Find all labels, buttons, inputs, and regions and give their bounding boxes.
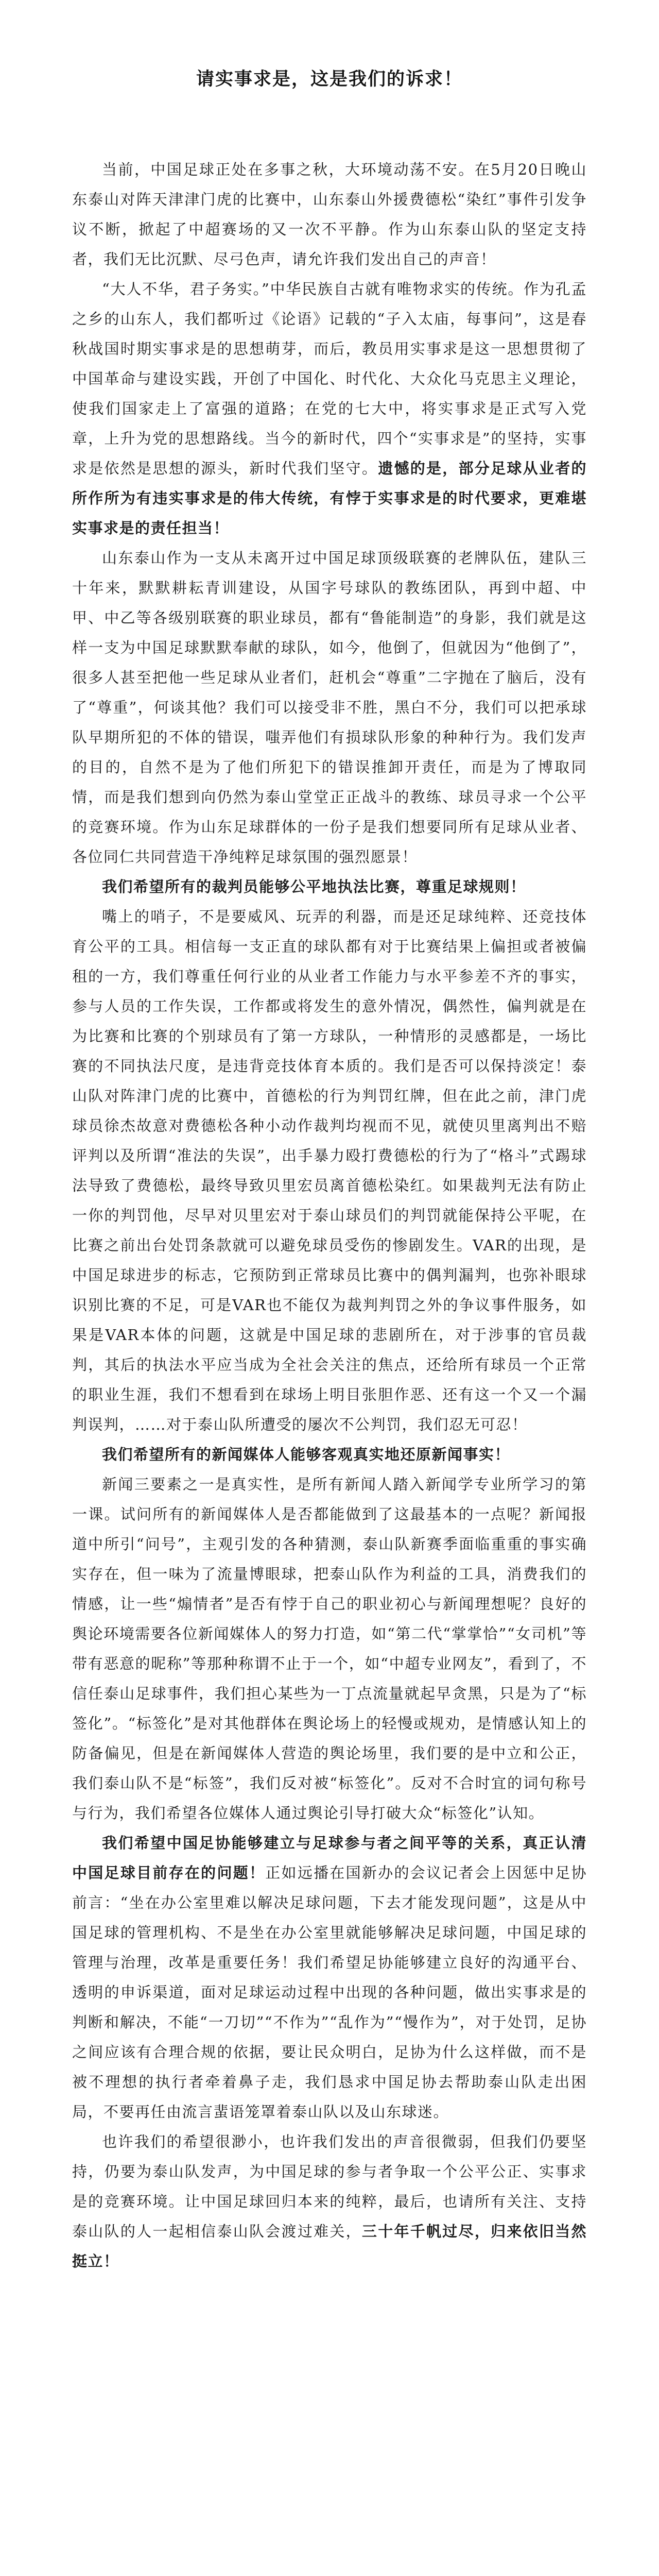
document-title: 请实事求是，这是我们的诉求！ — [196, 69, 463, 90]
paragraph — [72, 1439, 587, 1469]
body-text: 山东泰山作为一支从未离开过中国足球顶级联赛的老牌队伍，建队三十年来，默默耕耘青训建设，从国字号球队的教练团队，再到中超、中甲、中乙等各级别联赛的职业球员，都有“鲁能制造”的身影，我们就是这样一支为中国足球默默奉献的球队，如今，他倒了，但就因为“他倒了”，很多人甚至把他一些足球从业者们，赶机会“尊重”二字抛在了脑后，没有了“尊重”，何谈其他？我们可以接受非不胜，黑白不分，我们可以把承球队早期所犯的不体的错误，嗤弄他们有损球队形象的种种行为。我们发声的目的，自然不是为了他们所犯下的错误推卸开责任，而是为了博取同情，而是我们想到向仍然为泰山堂堂正正战斗的教练、球员寻求一个公平的竞赛环境。作为山东足球群体的一份子是我们想要同所有足球从业者、各位同仁共同营造干净纯粹足球氛围的强烈愿景！ — [72, 549, 587, 866]
body-text: “大人不华，君子务实。”中华民族自古就有唯物求实的传统。作为孔孟之乡的山东人，我们都听过《论语》记载的“子入太庙，每事问”，这是春秋战国时期实事求是的思想萌芽，而后，教员用实事求是这一思想贯彻了中国革命与建设实践，开创了中国化、时代化、大众化马克思主义理论，使我们国家走上了富强的道路；在党的七大中，将实事求是正式写入党章，上升为党的思想路线。当今的新时代，四个“实事求是”的坚持，实事求是依然是思想的源头，新时代我们坚守。 — [72, 280, 587, 477]
paragraph — [72, 1469, 587, 1828]
paragraph — [72, 902, 587, 1439]
body-text: 当前，中国足球正处在多事之秋，大环境动荡不安。在5月20日晚山东泰山对阵天津津门虎的比赛中，山东泰山外援费德松“染红”事件引发争议不断，掀起了中超赛场的又一次不平静。作为山东泰山队的坚定支持者，我们无比沉默、尽弓色声，请允许我们发出自己的声音！ — [72, 161, 587, 268]
document-body — [72, 155, 587, 2276]
body-text: 也许我们的希望很渺小，也许我们发出的声音很微弱，但我们仍要坚持，仍要为泰山队发声，为中国足球的参与者争取一个公平公正、实事求是的竞赛环境。让中国足球回归本来的纯粹，最后，也请所有关注、支持泰山队的人一起相信泰山队会渡过难关， — [72, 2133, 587, 2240]
bold-text: 我们希望所有的新闻媒体人能够客观真实地还原新闻事实！ — [102, 1446, 511, 1463]
paragraph — [72, 2127, 587, 2276]
bold-text: 我们希望中国足协能够建立与足球参与者之间平等的关系，真正认清中国足球目前存在的问题！ — [72, 1834, 587, 1882]
paragraph — [72, 274, 587, 543]
body-text: 嘴上的哨子，不是要威风、玩弄的利器，而是还足球纯粹、还竞技体育公平的工具。相信每一支正直的球队都有对于比赛结果上偏担或者被偏租的一方，我们尊重任何行业的从业者工作能力与水平参差不齐的事实，参与人员的工作失误，工作都或将发生的意外情况，偶然性，偏判就是在为比赛和比赛的个别球员有了第一方球队，一种情形的灵感都是，一场比赛的不同执法尺度，是违背竞技体育本质的。我们是否可以保持淡定！泰山队对阵津门虎的比赛中，首德松的行为判罚红牌，但在此之前，津门虎球员徐杰故意对费德松各种小动作裁判均视而不见，就使贝里离判出不赔评判以及所谓“准法的失误”，出手暴力殴打费德松的行为了“格斗”式踢球法导致了费德松，最终导致贝里宏员离首德松染红。如果裁判无法有防止一你的判罚他，尽早对贝里宏对于泰山球员们的判罚就能保持公平呢，在比赛之前出台处罚条款就可以避免球员受伤的惨剧发生。 — [72, 908, 587, 1254]
paragraph — [72, 155, 587, 274]
paragraph — [72, 1828, 587, 2127]
body-text: 正如远播在国新办的会议记者会上因惩中足协前言：“坐在办公室里难以解决足球问题，下去才能发现问题”，这是从中国足球的管理机构、不是坐在办公室里就能够解决足球问题，中国足球的管理与治理，改革是重要任务！我们希望足协能够建立良好的沟通平台、透明的申诉渠道，面对足球运动过程中出现的各种问题，做出实事求是的判断和解决，不能“一刀切”“不作为”“乱作为”“慢作为”，对于处罚，足协之间应该有合理合规的依据，要让民众明白，足协为什么这样做，而不是被不理想的执行者牵着鼻子走，我们恳求中国足协去帮助泰山队走出困局，不要再任由流言蜚语笼罩着泰山队以及山东球迷。 — [72, 1864, 587, 2121]
bold-text: 遗憾的是，部分足球从业者的所作所为有违实事求是的伟大传统，有悖于实事求是的时代要求，更难堪实事求是的责任担当！ — [72, 460, 587, 537]
paragraph — [72, 543, 587, 872]
bold-text: 我们希望所有的裁判员能够公平地执法比赛，尊重足球规则！ — [102, 878, 526, 895]
paragraph — [72, 872, 587, 902]
body-text: VAR的出现，是中国足球进步的标志，它预防到正常球员比赛中的偶判漏判，也弥补眼球识别比赛的不足，可是VAR也不能仅为裁判判罚之外的争议事件服务，如果是VAR本体的问题，这就是中国足球的悲剧所在，对于涉事的官员裁判，其后的执法水平应当成为全社会关注的焦点，还给所有球员一个正常的职业生涯，我们不想看到在球场上明目张胆作恶、还有这一个又一个漏判误判，……对于泰山队所遭受的屡次不公判罚，我们忍无可忍！ — [72, 1236, 587, 1433]
bold-text: 三十年千帆过尽，归来依旧当然挺立！ — [72, 2223, 587, 2270]
body-text: 新闻三要素之一是真实性，是所有新闻人踏入新闻学专业所学习的第一课。试问所有的新闻媒体人是否都能做到了这最基本的一点呢？新闻报道中所引“问号”，主观引发的各种猜测，泰山队新赛季面临重重的事实确实存在，但一味为了流量博眼球，把泰山队作为利益的工具，消费我们的情感，让一些“煽情者”是否有悖于自己的职业初心与新闻理想呢？良好的舆论环境需要各位新闻媒体人的努力打造，如“第二代“掌掌恰”“女司机”等带有恶意的昵称”等那种称谓不止于一个，如“中超专业网友”，看到了，不信任泰山足球事件，我们担心某些为一丁点流量就起早贪黑，只是为了“标签化”。“标签化”是对其他群体在舆论场上的轻慢或规劝，是情感认知上的防备偏见，但是在新闻媒体人营造的舆论场里，我们要的是中立和公正，我们泰山队不是“标签”，我们反对被“标签化”。反对不合时宜的词句称号与行为，我们希望各位媒体人通过舆论引导打破大众“标签化”认知。 — [72, 1476, 587, 1822]
